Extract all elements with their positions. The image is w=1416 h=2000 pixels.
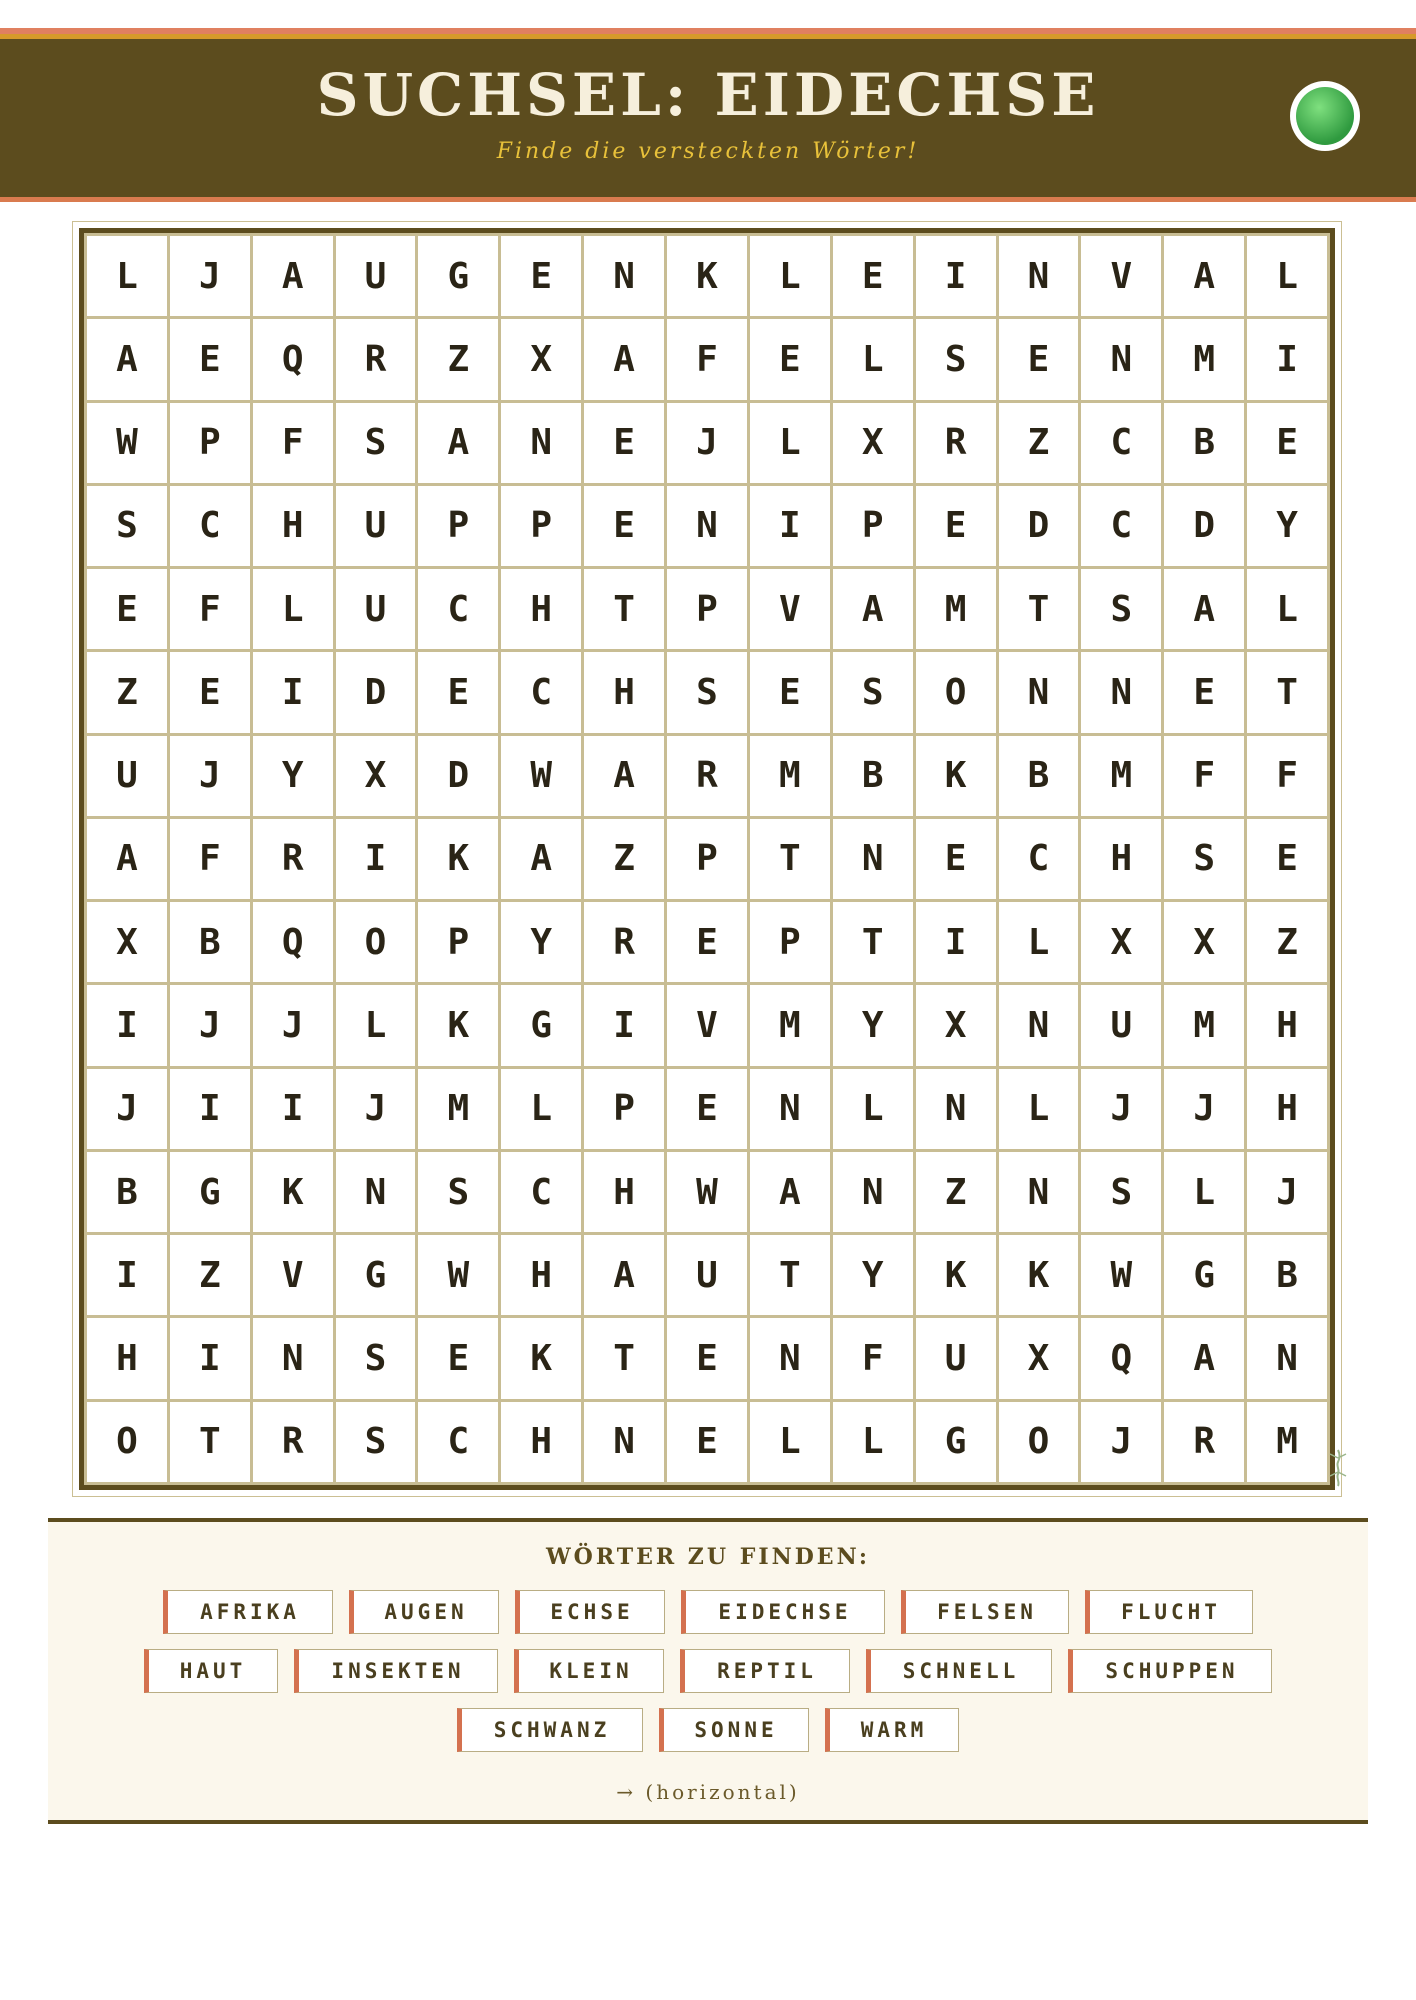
- page-title: SUCHSEL: EIDECHSE: [316, 61, 1100, 129]
- grid-cell[interactable]: I: [87, 985, 167, 1065]
- grid-cell[interactable]: A: [253, 236, 333, 316]
- grid-cell[interactable]: A: [418, 403, 498, 483]
- grid-cell[interactable]: K: [418, 985, 498, 1065]
- grid-cell[interactable]: A: [87, 819, 167, 899]
- grid-cell[interactable]: S: [336, 403, 416, 483]
- grid-cell[interactable]: J: [1081, 1402, 1161, 1482]
- banner-top-line: [0, 28, 1416, 34]
- grid-cell[interactable]: P: [418, 486, 498, 566]
- grid-cell[interactable]: N: [916, 1069, 996, 1149]
- grid-cell[interactable]: L: [833, 1069, 913, 1149]
- grid-cell[interactable]: F: [833, 1318, 913, 1398]
- grid-cell[interactable]: A: [87, 319, 167, 399]
- grid-cell[interactable]: U: [336, 236, 416, 316]
- grid-cell[interactable]: J: [170, 985, 250, 1065]
- grid-cell[interactable]: Y: [833, 1235, 913, 1315]
- grid-cell[interactable]: M: [916, 569, 996, 649]
- grid-cell[interactable]: E: [87, 569, 167, 649]
- grid-cell[interactable]: F: [1247, 736, 1327, 816]
- word-chip: REPTIL: [680, 1649, 850, 1693]
- grid-cell[interactable]: Z: [170, 1235, 250, 1315]
- word-chip: SCHWANZ: [457, 1708, 643, 1752]
- grid-cell[interactable]: L: [999, 1069, 1079, 1149]
- grid-cell[interactable]: K: [253, 1152, 333, 1232]
- grid-cell[interactable]: P: [667, 569, 747, 649]
- lizard-icon: [1322, 1448, 1354, 1488]
- grid-cell[interactable]: P: [501, 486, 581, 566]
- grid-cell[interactable]: S: [336, 1318, 416, 1398]
- grid-cell[interactable]: Z: [999, 403, 1079, 483]
- grid-cell[interactable]: B: [1164, 403, 1244, 483]
- grid-cell[interactable]: E: [916, 819, 996, 899]
- grid-cell[interactable]: D: [418, 736, 498, 816]
- grid-cell[interactable]: N: [584, 1402, 664, 1482]
- grid-cell[interactable]: A: [1164, 1318, 1244, 1398]
- grid-cell[interactable]: M: [1164, 319, 1244, 399]
- grid-cell[interactable]: O: [87, 1402, 167, 1482]
- grid-cell[interactable]: S: [418, 1152, 498, 1232]
- grid-cell[interactable]: R: [1164, 1402, 1244, 1482]
- words-panel: [48, 1518, 1368, 1824]
- grid-cell[interactable]: H: [253, 486, 333, 566]
- grid-cell[interactable]: H: [584, 1152, 664, 1232]
- grid-cell[interactable]: I: [584, 985, 664, 1065]
- grid-cell[interactable]: H: [501, 1235, 581, 1315]
- grid-cell[interactable]: N: [999, 1152, 1079, 1232]
- grid-cell[interactable]: P: [750, 902, 830, 982]
- grid-cell[interactable]: X: [87, 902, 167, 982]
- grid-cell[interactable]: S: [1081, 1152, 1161, 1232]
- grid-cell[interactable]: M: [1164, 985, 1244, 1065]
- grid-cell[interactable]: F: [170, 819, 250, 899]
- word-row-2: [48, 1649, 1368, 1693]
- grid-cell[interactable]: E: [750, 652, 830, 732]
- grid-cell[interactable]: E: [418, 652, 498, 732]
- grid-cell[interactable]: P: [667, 819, 747, 899]
- grid-cell[interactable]: T: [584, 1318, 664, 1398]
- grid-cell[interactable]: I: [916, 236, 996, 316]
- grid-cell[interactable]: K: [501, 1318, 581, 1398]
- grid-cell[interactable]: L: [1164, 1152, 1244, 1232]
- grid-cell[interactable]: A: [584, 736, 664, 816]
- grid-cell[interactable]: F: [667, 319, 747, 399]
- grid-cell[interactable]: X: [833, 403, 913, 483]
- grid-cell[interactable]: E: [999, 319, 1079, 399]
- grid-cell[interactable]: A: [501, 819, 581, 899]
- grid-cell[interactable]: I: [1247, 319, 1327, 399]
- grid-cell[interactable]: S: [1164, 819, 1244, 899]
- grid-cell[interactable]: S: [1081, 569, 1161, 649]
- grid-cell[interactable]: B: [87, 1152, 167, 1232]
- word-chip: EIDECHSE: [681, 1590, 885, 1634]
- words-title: WÖRTER ZU FINDEN:: [545, 1544, 871, 1570]
- word-chip: FLUCHT: [1085, 1590, 1253, 1634]
- grid-cell[interactable]: I: [916, 902, 996, 982]
- puzzle-grid: [79, 228, 1335, 1490]
- grid-cell[interactable]: E: [501, 236, 581, 316]
- grid-cell[interactable]: K: [418, 819, 498, 899]
- grid-cell[interactable]: X: [501, 319, 581, 399]
- grid-cell[interactable]: J: [1247, 1152, 1327, 1232]
- grid-cell[interactable]: J: [336, 1069, 416, 1149]
- grid-cell[interactable]: I: [253, 1069, 333, 1149]
- grid-cell[interactable]: A: [1164, 569, 1244, 649]
- grid-cell[interactable]: N: [833, 1152, 913, 1232]
- grid-cell[interactable]: R: [584, 902, 664, 982]
- grid-cell[interactable]: H: [87, 1318, 167, 1398]
- grid-cell[interactable]: G: [170, 1152, 250, 1232]
- grid-cell[interactable]: S: [916, 319, 996, 399]
- header-banner: [0, 34, 1416, 202]
- grid-cell[interactable]: N: [584, 236, 664, 316]
- grid-cell[interactable]: Y: [833, 985, 913, 1065]
- grid-cell[interactable]: U: [1081, 985, 1161, 1065]
- green-dot-icon: [1290, 81, 1360, 151]
- word-chip: SONNE: [659, 1708, 809, 1752]
- grid-cell[interactable]: K: [667, 236, 747, 316]
- grid-cell[interactable]: N: [501, 403, 581, 483]
- grid-cell[interactable]: Q: [253, 902, 333, 982]
- grid-cell[interactable]: H: [1247, 1069, 1327, 1149]
- grid-cell[interactable]: P: [418, 902, 498, 982]
- grid-cell[interactable]: D: [336, 652, 416, 732]
- grid-cell[interactable]: P: [584, 1069, 664, 1149]
- grid-cell[interactable]: F: [1164, 736, 1244, 816]
- grid-cell[interactable]: B: [170, 902, 250, 982]
- grid-cell[interactable]: S: [833, 652, 913, 732]
- grid-cell[interactable]: Z: [916, 1152, 996, 1232]
- grid-cell[interactable]: P: [170, 403, 250, 483]
- grid-cell[interactable]: L: [750, 403, 830, 483]
- grid-cell[interactable]: E: [833, 236, 913, 316]
- grid-cell[interactable]: Q: [253, 319, 333, 399]
- grid-cell[interactable]: S: [336, 1402, 416, 1482]
- grid-cell[interactable]: E: [667, 1318, 747, 1398]
- grid-cell[interactable]: Y: [253, 736, 333, 816]
- grid-cell[interactable]: M: [1247, 1402, 1327, 1482]
- grid-cell[interactable]: A: [584, 319, 664, 399]
- grid-cell[interactable]: E: [584, 486, 664, 566]
- word-chip: SCHUPPEN: [1068, 1649, 1272, 1693]
- grid-cell[interactable]: C: [170, 486, 250, 566]
- grid-cell[interactable]: N: [1081, 319, 1161, 399]
- grid-cell[interactable]: S: [87, 486, 167, 566]
- grid-cell[interactable]: L: [253, 569, 333, 649]
- grid-cell[interactable]: Z: [584, 819, 664, 899]
- grid-cell[interactable]: V: [253, 1235, 333, 1315]
- grid-cell[interactable]: L: [750, 1402, 830, 1482]
- grid-cell[interactable]: T: [584, 569, 664, 649]
- grid-cell[interactable]: U: [336, 486, 416, 566]
- grid-cell[interactable]: C: [1081, 486, 1161, 566]
- grid-cell[interactable]: A: [750, 1152, 830, 1232]
- grid-cell[interactable]: E: [750, 319, 830, 399]
- grid-cell[interactable]: W: [87, 403, 167, 483]
- grid-cell[interactable]: T: [833, 902, 913, 982]
- grid-cell[interactable]: O: [336, 902, 416, 982]
- grid-cell[interactable]: O: [999, 1402, 1079, 1482]
- grid-cell[interactable]: N: [336, 1152, 416, 1232]
- word-chip: AUGEN: [349, 1590, 499, 1634]
- word-chip: HAUT: [144, 1649, 278, 1693]
- grid-cell[interactable]: L: [336, 985, 416, 1065]
- grid-cell[interactable]: W: [667, 1152, 747, 1232]
- grid-cell[interactable]: L: [833, 319, 913, 399]
- grid-cell[interactable]: A: [584, 1235, 664, 1315]
- grid-cell[interactable]: H: [1081, 819, 1161, 899]
- grid-cell[interactable]: L: [833, 1402, 913, 1482]
- grid-cell[interactable]: J: [667, 403, 747, 483]
- grid-cell[interactable]: N: [1247, 1318, 1327, 1398]
- grid-cell[interactable]: I: [750, 486, 830, 566]
- grid-cell[interactable]: G: [501, 985, 581, 1065]
- grid-cell[interactable]: N: [667, 486, 747, 566]
- word-chip: INSEKTEN: [294, 1649, 498, 1693]
- grid-cell[interactable]: U: [87, 736, 167, 816]
- grid-cell[interactable]: N: [999, 236, 1079, 316]
- grid-cell[interactable]: E: [170, 319, 250, 399]
- grid-cell[interactable]: E: [584, 403, 664, 483]
- grid-cell[interactable]: Z: [1247, 902, 1327, 982]
- grid-cell[interactable]: F: [170, 569, 250, 649]
- grid-cell[interactable]: N: [750, 1069, 830, 1149]
- grid-cell[interactable]: L: [750, 236, 830, 316]
- grid-cell[interactable]: T: [170, 1402, 250, 1482]
- word-chip: AFRIKA: [163, 1590, 333, 1634]
- grid-cell[interactable]: V: [1081, 236, 1161, 316]
- grid-cell[interactable]: I: [336, 819, 416, 899]
- grid-cell[interactable]: R: [916, 403, 996, 483]
- word-chip: SCHNELL: [866, 1649, 1052, 1693]
- grid-cell[interactable]: J: [87, 1069, 167, 1149]
- grid-cell[interactable]: G: [916, 1402, 996, 1482]
- grid-cell[interactable]: C: [418, 569, 498, 649]
- grid-cell[interactable]: R: [667, 736, 747, 816]
- grid-cell[interactable]: E: [1247, 819, 1327, 899]
- grid-cell[interactable]: G: [418, 236, 498, 316]
- grid-cell[interactable]: N: [999, 985, 1079, 1065]
- grid-cell[interactable]: N: [750, 1318, 830, 1398]
- word-chip: ECHSE: [515, 1590, 665, 1634]
- grid-cell[interactable]: O: [916, 652, 996, 732]
- grid-cell[interactable]: M: [1081, 736, 1161, 816]
- grid-cell[interactable]: I: [87, 1235, 167, 1315]
- grid-cell[interactable]: E: [667, 1069, 747, 1149]
- grid-cell[interactable]: Z: [418, 319, 498, 399]
- grid-cell[interactable]: R: [253, 1402, 333, 1482]
- grid-cell[interactable]: B: [999, 736, 1079, 816]
- grid-cell[interactable]: I: [253, 652, 333, 732]
- grid-cell[interactable]: L: [999, 902, 1079, 982]
- grid-cell[interactable]: L: [501, 1069, 581, 1149]
- grid-cell[interactable]: K: [916, 736, 996, 816]
- grid-cell[interactable]: H: [1247, 985, 1327, 1065]
- grid-cell[interactable]: E: [1164, 652, 1244, 732]
- word-chip: WARM: [825, 1708, 959, 1752]
- grid-cell[interactable]: D: [999, 486, 1079, 566]
- grid-cell[interactable]: C: [418, 1402, 498, 1482]
- word-chip: KLEIN: [514, 1649, 664, 1693]
- grid-cell[interactable]: N: [999, 652, 1079, 732]
- grid-cell[interactable]: K: [999, 1235, 1079, 1315]
- grid-cell[interactable]: I: [170, 1318, 250, 1398]
- grid-cell[interactable]: L: [1247, 236, 1327, 316]
- grid-cell[interactable]: V: [750, 569, 830, 649]
- grid-cell[interactable]: I: [170, 1069, 250, 1149]
- grid-cell[interactable]: E: [170, 652, 250, 732]
- grid-cell[interactable]: F: [253, 403, 333, 483]
- grid-cell[interactable]: B: [833, 736, 913, 816]
- grid-cell[interactable]: D: [1164, 486, 1244, 566]
- grid-cell[interactable]: A: [833, 569, 913, 649]
- grid-cell[interactable]: C: [999, 819, 1079, 899]
- grid-cell[interactable]: J: [170, 736, 250, 816]
- grid-cell[interactable]: G: [336, 1235, 416, 1315]
- grid-cell[interactable]: U: [667, 1235, 747, 1315]
- grid-cell[interactable]: T: [750, 819, 830, 899]
- grid-cell[interactable]: E: [667, 902, 747, 982]
- grid-cell[interactable]: T: [1247, 652, 1327, 732]
- grid-cell[interactable]: A: [1164, 236, 1244, 316]
- grid-cell[interactable]: X: [1081, 902, 1161, 982]
- grid-cell[interactable]: E: [1247, 403, 1327, 483]
- grid-cell[interactable]: X: [999, 1318, 1079, 1398]
- grid-cell[interactable]: H: [501, 569, 581, 649]
- grid-cell[interactable]: H: [584, 652, 664, 732]
- grid-cell[interactable]: W: [418, 1235, 498, 1315]
- grid-cell[interactable]: K: [916, 1235, 996, 1315]
- grid-cell[interactable]: Q: [1081, 1318, 1161, 1398]
- grid-cell[interactable]: B: [1247, 1235, 1327, 1315]
- grid-cell[interactable]: U: [916, 1318, 996, 1398]
- grid-cell[interactable]: E: [916, 486, 996, 566]
- grid-cell[interactable]: P: [833, 486, 913, 566]
- grid-cell[interactable]: N: [1081, 652, 1161, 732]
- grid-cell[interactable]: T: [999, 569, 1079, 649]
- grid-cell[interactable]: M: [750, 985, 830, 1065]
- grid-cell[interactable]: H: [501, 1402, 581, 1482]
- grid-cell[interactable]: X: [916, 985, 996, 1065]
- puzzle-grid-frame: [72, 221, 1342, 1497]
- grid-cell[interactable]: X: [1164, 902, 1244, 982]
- grid-cell[interactable]: U: [336, 569, 416, 649]
- grid-cell[interactable]: L: [87, 236, 167, 316]
- grid-cell[interactable]: G: [1164, 1235, 1244, 1315]
- grid-cell[interactable]: M: [750, 736, 830, 816]
- grid-cell[interactable]: Y: [1247, 486, 1327, 566]
- grid-cell[interactable]: Z: [87, 652, 167, 732]
- word-chip: FELSEN: [901, 1590, 1069, 1634]
- grid-cell[interactable]: J: [253, 985, 333, 1065]
- grid-cell[interactable]: N: [833, 819, 913, 899]
- grid-cell[interactable]: J: [170, 236, 250, 316]
- grid-cell[interactable]: R: [336, 319, 416, 399]
- grid-cell[interactable]: C: [501, 1152, 581, 1232]
- grid-cell[interactable]: C: [501, 652, 581, 732]
- grid-cell[interactable]: C: [1081, 403, 1161, 483]
- grid-cell[interactable]: R: [253, 819, 333, 899]
- direction-hint: → (horizontal): [616, 1780, 800, 1804]
- grid-cell[interactable]: E: [418, 1318, 498, 1398]
- grid-cell[interactable]: Y: [501, 902, 581, 982]
- grid-cell[interactable]: J: [1081, 1069, 1161, 1149]
- grid-cell[interactable]: L: [1247, 569, 1327, 649]
- grid-cell[interactable]: V: [667, 985, 747, 1065]
- grid-cell[interactable]: W: [1081, 1235, 1161, 1315]
- word-row-3: [48, 1708, 1368, 1752]
- grid-cell[interactable]: X: [336, 736, 416, 816]
- grid-cell[interactable]: T: [750, 1235, 830, 1315]
- grid-cell[interactable]: W: [501, 736, 581, 816]
- page-subtitle: Finde die versteckten Wörter!: [496, 139, 920, 164]
- grid-cell[interactable]: E: [667, 1402, 747, 1482]
- word-row-1: [48, 1590, 1368, 1634]
- grid-cell[interactable]: S: [667, 652, 747, 732]
- green-dot-inner: [1296, 87, 1354, 145]
- grid-cell[interactable]: M: [418, 1069, 498, 1149]
- grid-cell[interactable]: N: [253, 1318, 333, 1398]
- grid-cell[interactable]: J: [1164, 1069, 1244, 1149]
